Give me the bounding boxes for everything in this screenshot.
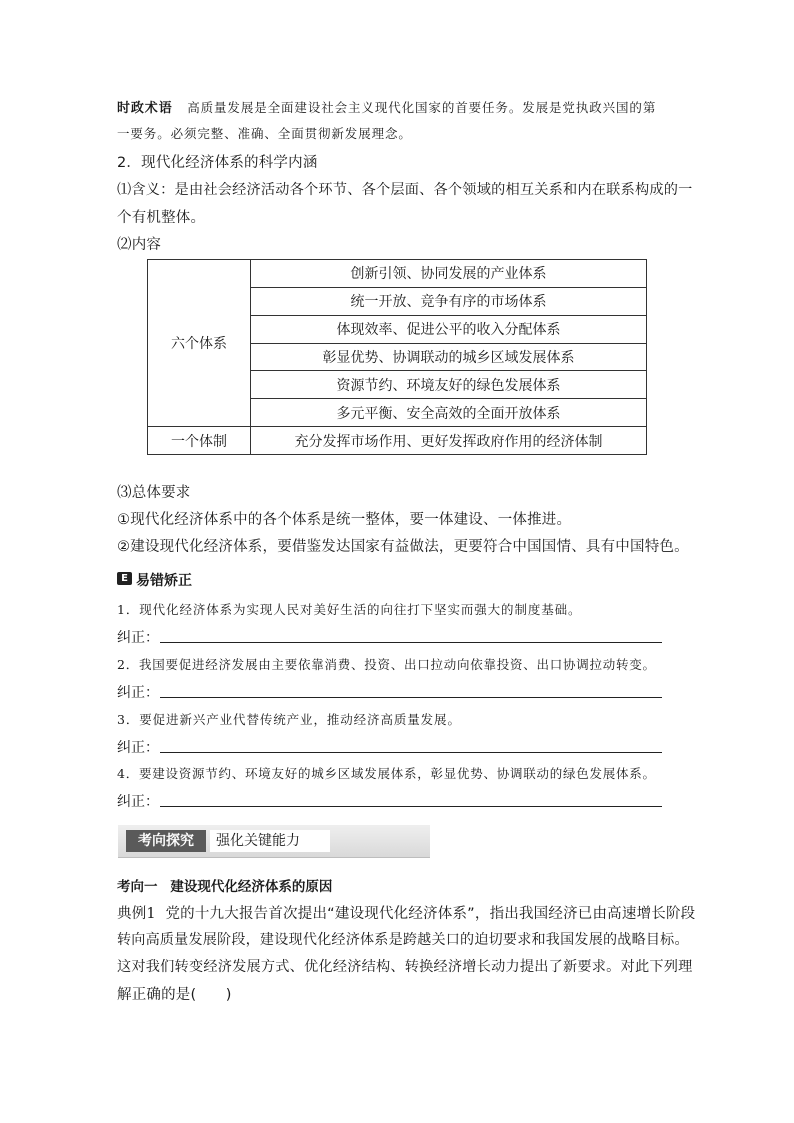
correction-label: 纠正： — [117, 685, 159, 701]
table-row: 资源节约、环境友好的绿色发展体系 — [251, 371, 647, 399]
error-item-1: 1．现代化经济体系为实现人民对美好生活的向往打下坚实而强大的制度基础。 — [117, 602, 582, 617]
direction-title: 建设现代化经济体系的原因 — [170, 879, 333, 895]
table-row: 统一开放、竞争有序的市场体系 — [251, 287, 647, 315]
content-table — [147, 259, 647, 455]
intro-text-1: 高质量发展是全面建设社会主义现代化国家的首要任务。发展是党执政兴国的第 — [187, 100, 657, 115]
exploration-subtitle: 强化关键能力 — [210, 830, 330, 852]
correction-label: 纠正： — [117, 740, 159, 756]
exploration-tag: 考向探究 — [126, 830, 206, 852]
table-row: 创新引领、协同发展的产业体系 — [251, 260, 647, 288]
requirement-item-1: ①现代化经济体系中的各个体系是统一整体，要一体建设、一体推进。 — [117, 512, 572, 528]
correction-line-4[interactable] — [160, 806, 662, 807]
error-item-3: 3．要促进新兴产业代替传统产业，推动经济高质量发展。 — [117, 712, 461, 727]
example-text-3: 这对我们转变经济发展方式、优化经济结构、转换经济增长动力提出了新要求。对此下列理 — [117, 959, 693, 975]
direction-heading — [117, 875, 332, 895]
table-row: 充分发挥市场作用、更好发挥政府作用的经济体制 — [251, 427, 647, 455]
exploration-banner — [118, 825, 430, 858]
error-correction-icon: E — [117, 572, 132, 585]
correction-line-3[interactable] — [160, 752, 662, 753]
six-systems-cell: 六个体系 — [148, 260, 251, 427]
requirement-item-2: ②建设现代化经济体系，要借鉴发达国家有益做法，更要符合中国国情、具有中国特色。 — [117, 539, 689, 555]
table-row: 体现效率、促进公平的收入分配体系 — [251, 315, 647, 343]
example-label: 典例1 — [117, 906, 156, 922]
correction-label: 纠正： — [117, 794, 159, 810]
meaning-line-2: 个有机整体。 — [117, 210, 206, 226]
error-correction-title: 易错矫正 — [136, 573, 192, 589]
section-heading: 2．现代化经济体系的科学内涵 — [117, 155, 318, 171]
direction-label: 考向一 — [117, 879, 158, 895]
example-text-2: 转向高质量发展阶段，建设现代化经济体系是跨越关口的迫切要求和我国发展的战略目标。 — [117, 932, 689, 948]
meaning-line-1: ⑴含义：是由社会经济活动各个环节、各个层面、各个领域的相互关系和内在联系构成的一 — [117, 182, 693, 198]
table-row: 多元平衡、安全高效的全面开放体系 — [251, 399, 647, 427]
example-text-4: 解正确的是( ) — [117, 987, 232, 1003]
error-item-2: 2．我国要促进经济发展由主要依靠消费、投资、出口拉动向依靠投资、出口协调拉动转变。 — [117, 657, 656, 672]
example-line-1 — [117, 902, 695, 923]
table-row: 彰显优势、协调联动的城乡区域发展体系 — [251, 343, 647, 371]
term-label: 时政术语 — [117, 101, 173, 116]
intro-line-1 — [117, 97, 656, 116]
correction-label: 纠正： — [117, 630, 159, 646]
error-item-4: 4．要建设资源节约、环境友好的城乡区域发展体系，彰显优势、协调联动的绿色发展体系。 — [117, 766, 656, 781]
content-label: ⑵内容 — [117, 237, 162, 253]
intro-text-2: 一要务。必须完整、准确、全面贯彻新发展理念。 — [117, 126, 412, 141]
correction-line-1[interactable] — [160, 642, 662, 643]
correction-line-2[interactable] — [160, 697, 662, 698]
example-text-1: 党的十九大报告首次提出“建设现代化经济体系”，指出我国经济已由高速增长阶段 — [165, 906, 696, 922]
one-institution-cell: 一个体制 — [148, 427, 251, 455]
requirements-label: ⑶总体要求 — [117, 485, 191, 501]
